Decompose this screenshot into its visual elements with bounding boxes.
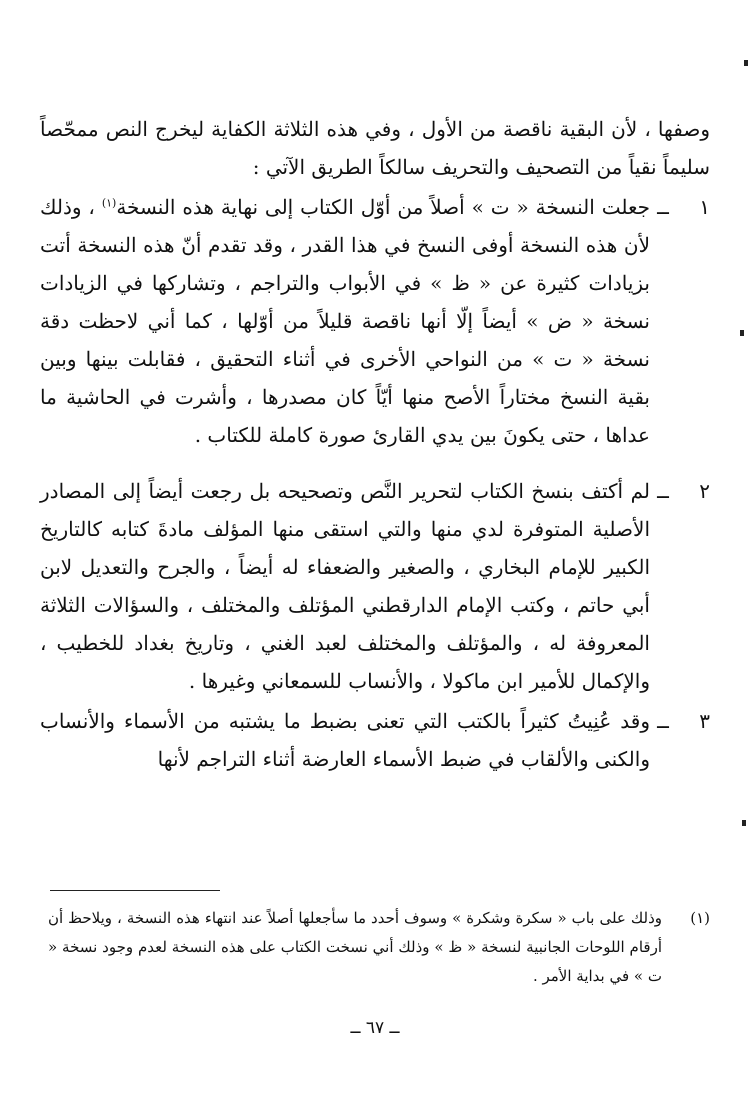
intro-paragraph: وصفها ، لأن البقية ناقصة من الأول ، وفي هذه الثلاثة الكفاية ليخرج النص ممحّصاً سليماً نقياً من التصحيف والتحريف سالكاً الطريق الآتي : xyxy=(40,117,710,179)
footnote-reference[interactable]: (١) xyxy=(101,196,117,210)
item-dash: ــ xyxy=(657,479,669,503)
footnote-number: (١) xyxy=(690,909,710,927)
list-item xyxy=(40,702,710,778)
scan-mark xyxy=(740,330,744,336)
item-dash: ــ xyxy=(657,195,669,219)
item-number: ٢ xyxy=(699,479,710,503)
item-text-part: ، وذلك لأن هذه النسخة أوفى النسخ في هذا القدر ، وقد تقدم أنّ هذه النسخة أتت بزيادات كثيرة عن « ظ » في الأبواب والتراجم ، وتشاركها في الزيادات نسخة « ض » أيضاً إلّا أنها ناقصة قليلاً من أوّلها ، كما أني لاحظت دقة نسخة « ت » من النواحي الأخرى في أثناء التحقيق ، فقابلت بينها وبين بقية النسخ مختاراً الأصح منها أيّاً كان مصدرها ، وأشرت في الحاشية ما عداها ، حتى يكونَ بين يدي القارئ صورة كاملة للكتاب . xyxy=(40,195,650,447)
item-number: ٣ xyxy=(699,709,710,733)
item-text: لم أكتف بنسخ الكتاب لتحرير النَّص وتصحيحه بل رجعت أيضاً إلى المصادر الأصلية المتوفرة لدي منها والتي استقى منها المؤلف مادةَ كتابه كالتاريخ الكبير للإمام البخاري ، والصغير والضعفاء له أيضاً ، والجرح والتعديل لابن أبي حاتم ، وكتب الإمام الدارقطني المؤتلف والمختلف ، والسؤالات الثلاثة المعروفة له ، والمؤتلف والمختلف لعبد الغني ، وتاريخ بغداد للخطيب ، والإكمال للأمير ابن ماكولا ، والأنساب للسمعاني وغيرها . xyxy=(40,479,650,693)
page-number: ــ ٦٧ ــ xyxy=(350,1018,400,1038)
scan-mark xyxy=(744,60,748,66)
list-item xyxy=(40,188,710,454)
scan-mark xyxy=(742,820,746,826)
list-item xyxy=(40,472,710,700)
footnote xyxy=(48,904,710,991)
item-text: وقد عُنِيتُ كثيراً بالكتب التي تعنى بضبط ما يشتبه من الأسماء والأنساب والكنى والألقاب في ضبط الأسماء العارضة أثناء التراجم لأنها xyxy=(40,709,650,771)
main-text xyxy=(40,110,710,778)
footnote-separator xyxy=(50,890,220,891)
item-number: ١ xyxy=(699,195,710,219)
footnote-text: وذلك على باب « سكرة وشكرة » وسوف أحدد ما سأجعلها أصلاً عند انتهاء هذه النسخة ، ويلاحظ أن أرقام اللوحات الجانبية لنسخة « ظ » وذلك أني نسخت الكتاب على هذه النسخة لعدم وجود نسخة « ت » في بداية الأمر . xyxy=(48,909,662,985)
item-text-part: جعلت النسخة « ت » أصلاً من أوّل الكتاب إلى نهاية هذه النسخة xyxy=(116,195,650,219)
item-text xyxy=(40,188,650,454)
item-dash: ــ xyxy=(657,709,669,733)
